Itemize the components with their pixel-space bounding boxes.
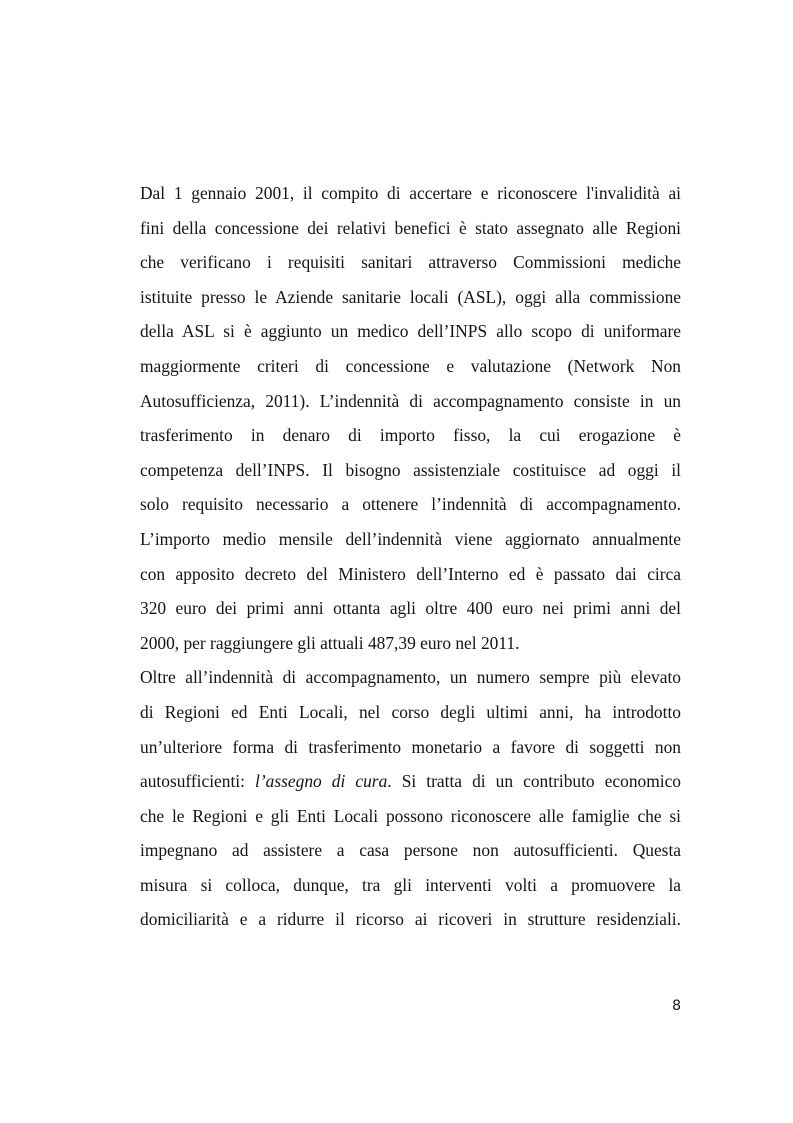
text-segment: autosufficienti: xyxy=(140,771,256,792)
text-line: competenza dell’INPS. Il bisogno assistenziale costituisce ad oggi il xyxy=(140,459,681,480)
text-line: un’ulteriore forma di trasferimento monetario a favore di soggetti non xyxy=(140,736,681,757)
text-line: Dal 1 gennaio 2001, il compito di accertare e riconoscere l'invalidità ai xyxy=(140,183,681,203)
text-line: della ASL si è aggiunto un medico dell’INPS allo scopo di uniformare xyxy=(140,321,681,342)
text-line: trasferimento in denaro di importo fisso, la cui erogazione è xyxy=(140,425,681,446)
text-segment: . Si tratta di un contributo economico xyxy=(387,771,681,792)
text-line: impegnano ad assistere a casa persone non autosufficienti. Questa xyxy=(140,840,681,861)
text-line: Autosufficienza, 2011). L’indennità di accompagnamento consiste in un xyxy=(140,390,681,411)
text-line: che verificano i requisiti sanitari attraverso Commissioni mediche xyxy=(140,252,681,273)
text-line: che le Regioni e gli Enti Locali possono riconoscere alle famiglie che si xyxy=(140,805,681,826)
text-line: solo requisito necessario a ottenere l’indennità di accompagnamento. xyxy=(140,494,681,515)
text-line: L’importo medio mensile dell’indennità viene aggiornato annualmente xyxy=(140,528,681,549)
text-line: 2000, per raggiungere gli attuali 487,39 euro nel 2011. xyxy=(140,632,520,653)
text-line: maggiormente criteri di concessione e valutazione (Network Non xyxy=(140,355,681,376)
text-line: fini della concessione dei relativi benefici è stato assegnato alle Regioni xyxy=(140,217,681,238)
text-line: di Regioni ed Enti Locali, nel corso degli ultimi anni, ha introdotto xyxy=(140,701,681,722)
text-line: con apposito decreto del Ministero dell’Interno ed è passato dai circa xyxy=(140,563,681,584)
page-number: 8 xyxy=(672,998,681,1014)
body-text xyxy=(140,176,681,937)
text-line-with-emphasis xyxy=(140,764,681,799)
text-line: misura si colloca, dunque, tra gli interventi volti a promuovere la xyxy=(140,874,681,895)
text-line: 320 euro dei primi anni ottanta agli oltre 400 euro nei primi anni del xyxy=(140,598,681,619)
text-line: domiciliarità e a ridurre il ricorso ai ricoveri in strutture residenziali. xyxy=(140,909,681,930)
emphasized-term: l’assegno di cura xyxy=(255,771,388,792)
text-line: istituite presso le Aziende sanitarie locali (ASL), oggi alla commissione xyxy=(140,286,681,307)
text-line: Oltre all’indennità di accompagnamento, un numero sempre più elevato xyxy=(140,667,681,688)
